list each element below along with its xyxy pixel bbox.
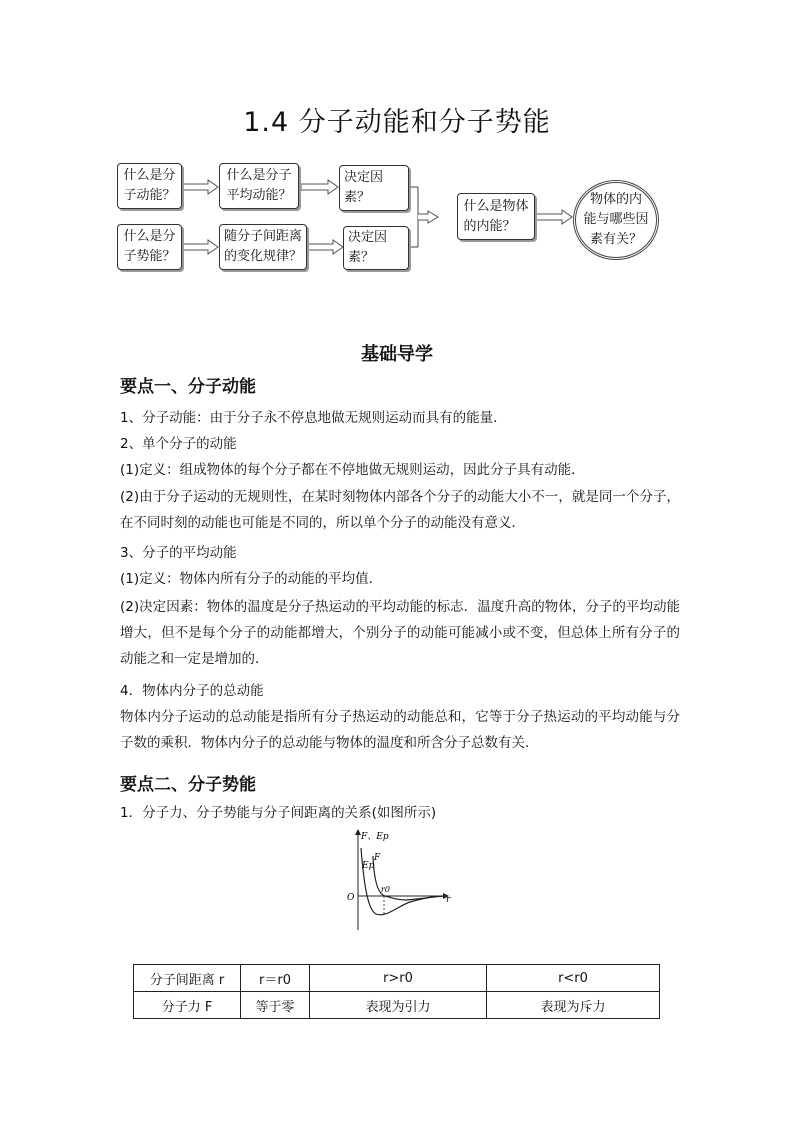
point1-line-5: 3、分子的平均动能: [120, 545, 237, 561]
arrow-5-6: [307, 240, 343, 254]
table-cell: 表现为斥力: [487, 992, 660, 1019]
graph-y-label: F、Ep: [361, 832, 389, 842]
table-cell: r＝r0: [241, 965, 310, 992]
point1-line-3: (1)定义：组成物体的每个分子都在不停地做无规则运动，因此分子具有动能．: [120, 462, 585, 478]
point1-line-8: 4．物体内分子的总动能: [120, 683, 264, 699]
graph-ep-label: Ep: [362, 861, 375, 871]
point1-line-4: (2)由于分子运动的无规则性，在某时刻物体内部各个分子的动能大小不一，就是同一个分子，在不同时刻的动能也可能是不同的，所以单个分子的动能没有意义．: [120, 489, 680, 531]
arrow-2-3: [301, 180, 338, 194]
arrow-bracket: [418, 211, 438, 223]
point1-line-1: 1、分子动能：由于分子永不停息地做无规则运动而具有的能量．: [120, 410, 507, 426]
flow-box-kinetic-factors: 决定因素？: [339, 165, 409, 211]
arrow-4-5: [183, 240, 218, 254]
graph-x-label: r: [446, 895, 451, 905]
arrow-7-8: [535, 210, 572, 224]
flow-box-molecular-kinetic-energy: 什么是分 子动能？: [117, 163, 182, 209]
point1-line-2: 2、单个分子的动能: [120, 436, 237, 452]
table-cell: 分子力 F: [134, 992, 241, 1019]
point2-line-1: 1．分子力、分子势能与分子间距离的关系(如图所示): [120, 805, 437, 821]
table-row: [134, 992, 660, 1019]
table-cell: 分子间距离 r: [134, 965, 241, 992]
flow-box-molecular-potential-energy: 什么是分 子势能？: [117, 224, 182, 270]
force-potential-graph: [340, 826, 455, 934]
page-title: 1.4 分子动能和分子势能: [243, 107, 551, 138]
point2-heading: 要点二、分子势能: [120, 775, 256, 795]
table-cell: r>r0: [310, 965, 487, 992]
flow-box-potential-factors: 决定因素？: [343, 226, 409, 270]
point1-heading: 要点一、分子动能: [120, 377, 256, 397]
arrow-1-2: [183, 180, 218, 194]
point1-line-7: (2)决定因素：物体的温度是分子热运动的平均动能的标志．温度升高的物体，分子的平均动能增大，但不是每个分子的动能都增大，个别分子的动能可能减小或不变，但总体上所有分子的动能之和一定是增加的．: [120, 599, 680, 667]
flow-box-average-kinetic-energy: 什么是分子 平均动能？: [219, 163, 299, 209]
point1-line-9: 物体内分子运动的总动能是指所有分子热运动的动能总和，它等于分子热运动的平均动能与分子数的乘积．物体内分子的总动能与物体的温度和所含分子总数有关．: [120, 709, 680, 751]
table-cell: r<r0: [487, 965, 660, 992]
graph-f-label: F: [374, 853, 381, 863]
flow-box-internal-energy: 什么是物体 的内能？: [457, 193, 535, 240]
table-row: [134, 965, 660, 992]
flow-ellipse-internal-energy-factors: 物体的内 能与哪些因 素有关？: [573, 180, 659, 260]
section-title: 基础导学: [361, 344, 433, 365]
table-cell: 表现为引力: [310, 992, 487, 1019]
table-cell: 等于零: [241, 992, 310, 1019]
graph-r0-label: r0: [381, 885, 390, 894]
point1-line-6: (1)定义：物体内所有分子的动能的平均值．: [120, 571, 383, 587]
force-table: [133, 964, 660, 1019]
graph-origin-label: O: [347, 893, 355, 903]
flow-box-distance-variation: 随分子间距离 的变化规律？: [219, 224, 307, 270]
